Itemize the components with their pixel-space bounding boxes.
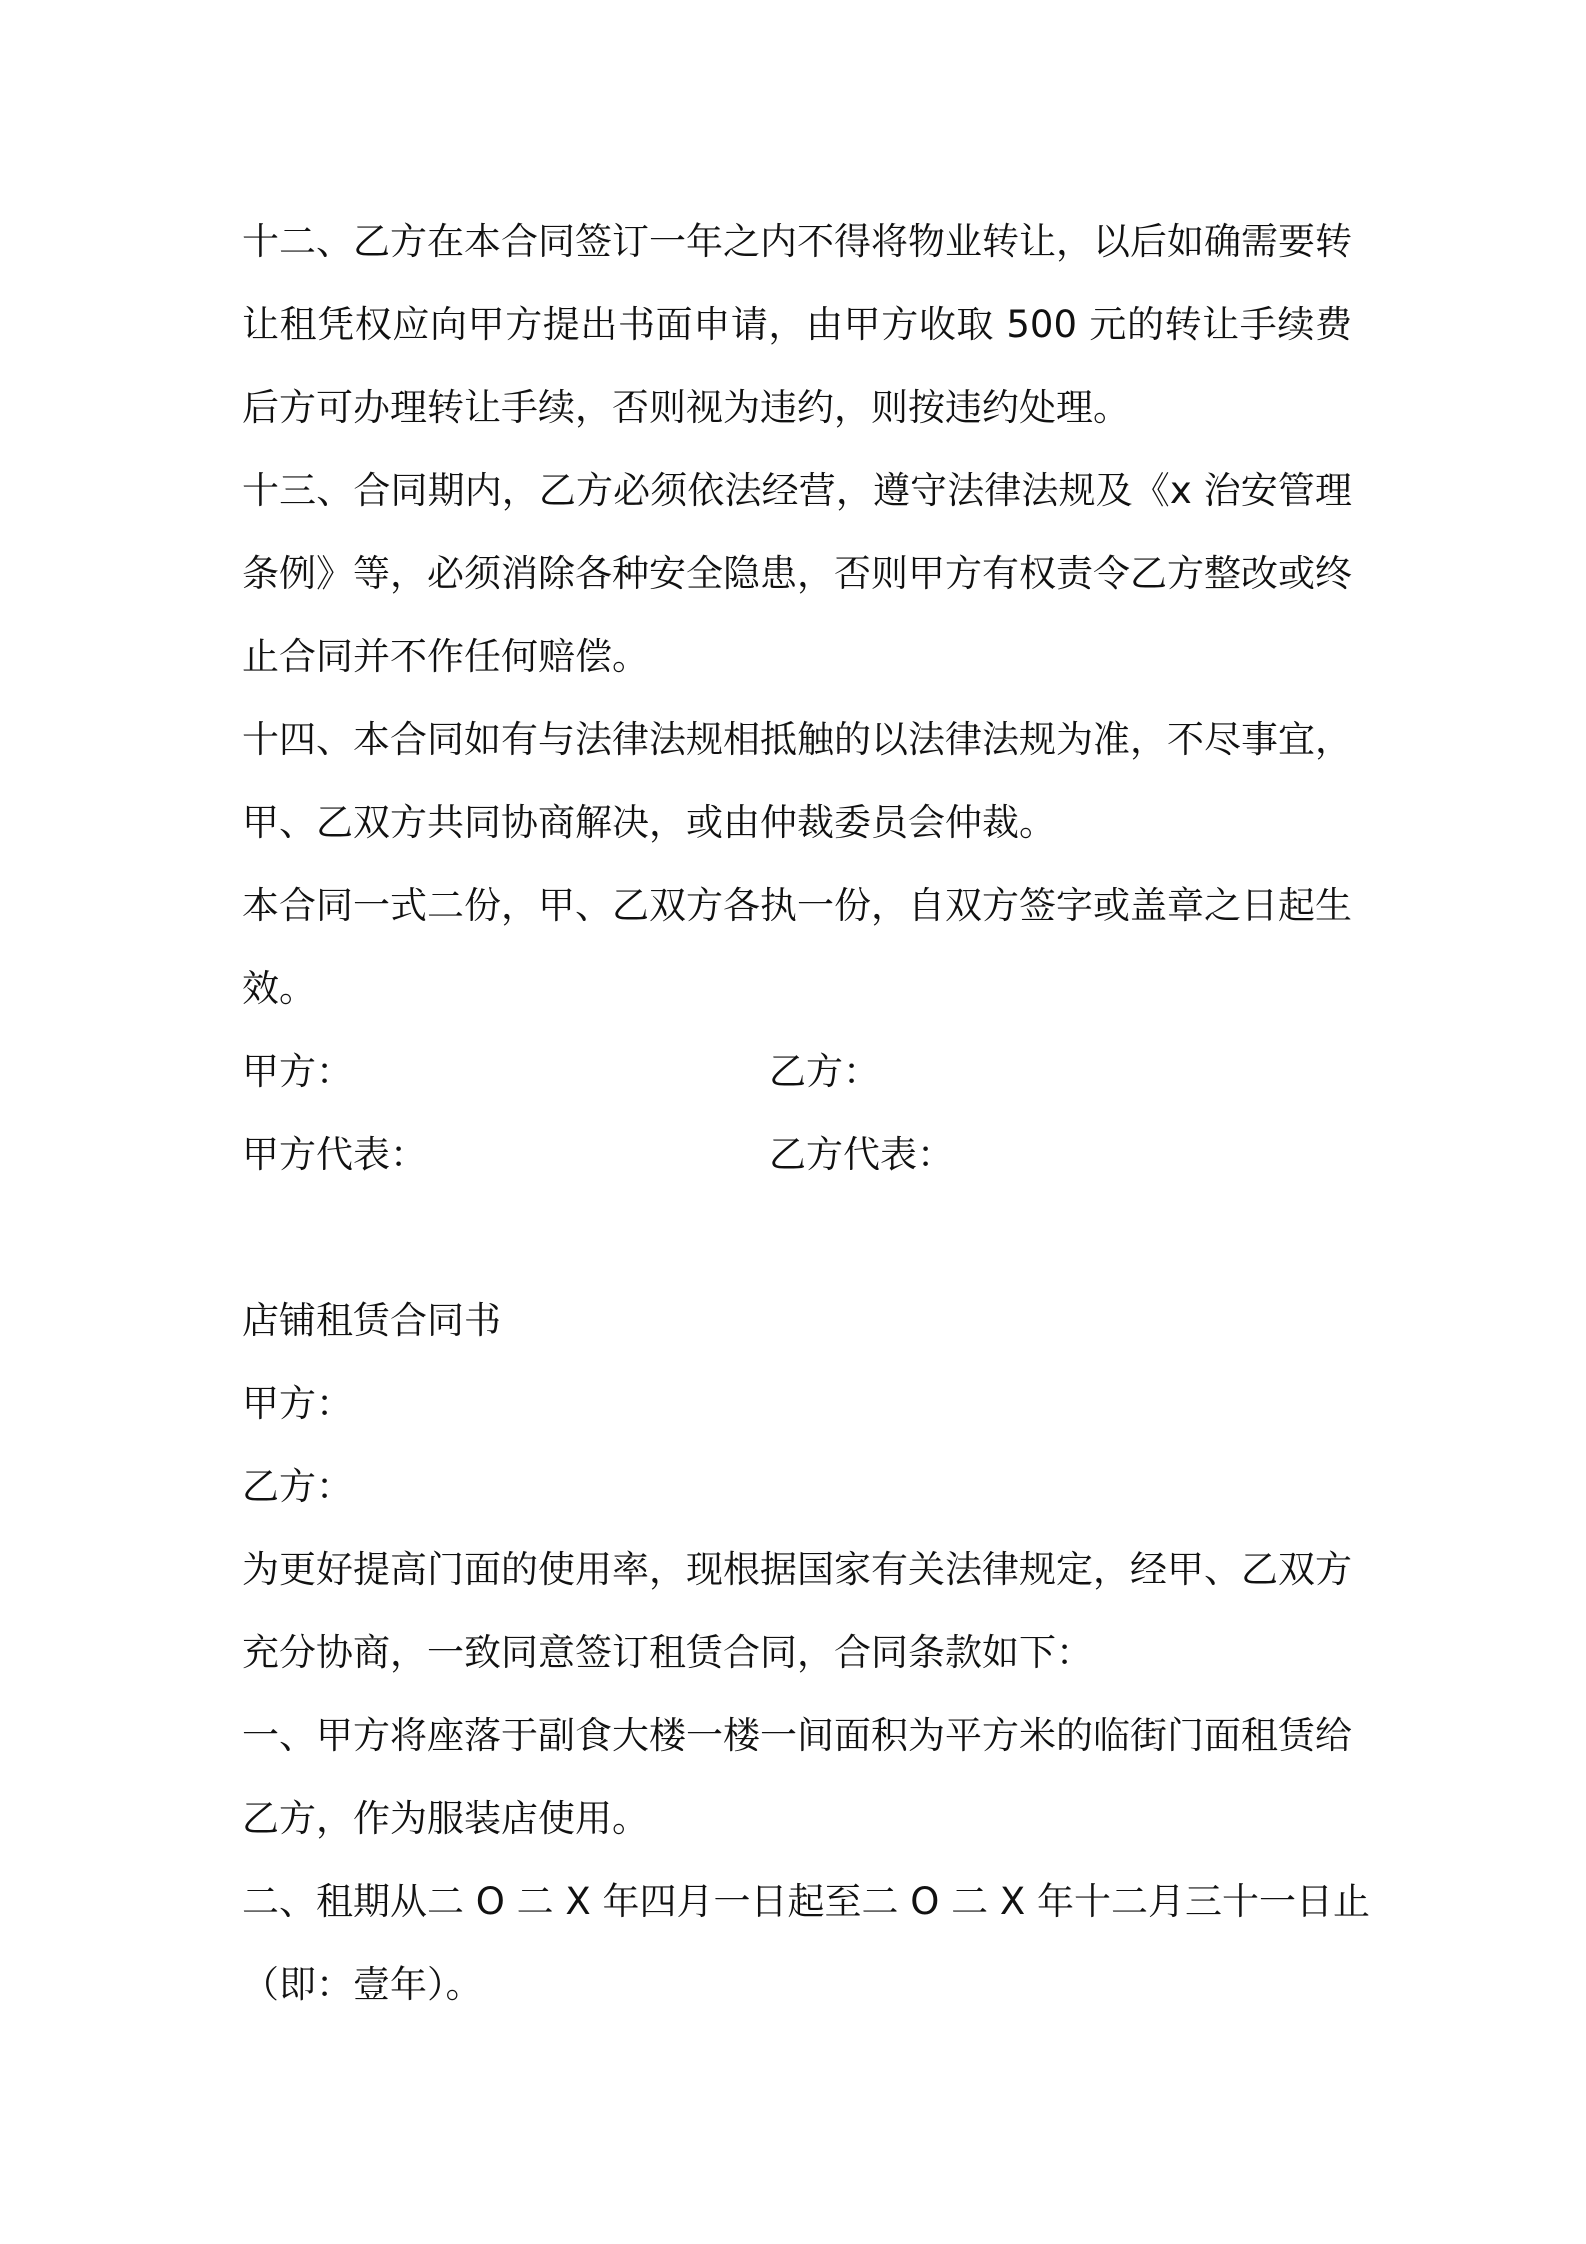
party-a-label: 甲方： — [242, 1050, 353, 1093]
clause-2-line-1: 二、租期从二 O 二 X 年四月一日起至二 O 二 X 年十二月三十一日止 — [242, 1880, 1371, 1923]
party-b-representative-label: 乙方代表： — [769, 1133, 954, 1176]
party-a-representative-label: 甲方代表： — [242, 1133, 427, 1176]
section-spacer — [242, 1196, 1362, 1279]
clause-1-line-1: 一、甲方将座落于副食大楼一楼一间面积为平方米的临街门面租赁给 — [242, 1714, 1352, 1757]
clause-12-line-2: 让租凭权应向甲方提出书面申请，由甲方收取 500 元的转让手续费 — [242, 303, 1352, 346]
signature-row-parties — [242, 1030, 1362, 1113]
clause-2-line-2: （即：壹年）。 — [242, 1963, 483, 2006]
intro-line-1: 为更好提高门面的使用率，现根据国家有关法律规定，经甲、乙双方 — [242, 1548, 1352, 1591]
second-party-a-label: 甲方： — [242, 1382, 353, 1425]
effect-line-1: 本合同一式二份，甲、乙双方各执一份，自双方签字或盖章之日起生 — [242, 884, 1352, 927]
second-contract-title: 店铺租赁合同书 — [242, 1299, 501, 1342]
effect-line-2: 效。 — [242, 967, 316, 1010]
party-b-label: 乙方： — [769, 1050, 880, 1093]
clause-1-line-2: 乙方，作为服装店使用。 — [242, 1797, 649, 1840]
clause-12-line-3: 后方可办理转让手续，否则视为违约，则按违约处理。 — [242, 386, 1130, 429]
second-party-b-label: 乙方： — [242, 1465, 353, 1508]
intro-line-2: 充分协商，一致同意签订租赁合同，合同条款如下： — [242, 1631, 1093, 1674]
signature-row-representatives — [242, 1113, 1362, 1196]
clause-13-line-3: 止合同并不作任何赔偿。 — [242, 635, 649, 678]
clause-14-line-1: 十四、本合同如有与法律法规相抵触的以法律法规为准，不尽事宜， — [242, 718, 1352, 761]
clause-12-line-1: 十二、乙方在本合同签订一年之内不得将物业转让，以后如确需要转 — [242, 220, 1352, 263]
document-body — [242, 200, 1371, 2026]
clause-13-line-1: 十三、合同期内，乙方必须依法经营，遵守法律法规及《x 治安管理 — [242, 469, 1352, 512]
clause-14-line-2: 甲、乙双方共同协商解决，或由仲裁委员会仲裁。 — [242, 801, 1056, 844]
clause-13-line-2: 条例》等，必须消除各种安全隐患，否则甲方有权责令乙方整改或终 — [242, 552, 1352, 595]
